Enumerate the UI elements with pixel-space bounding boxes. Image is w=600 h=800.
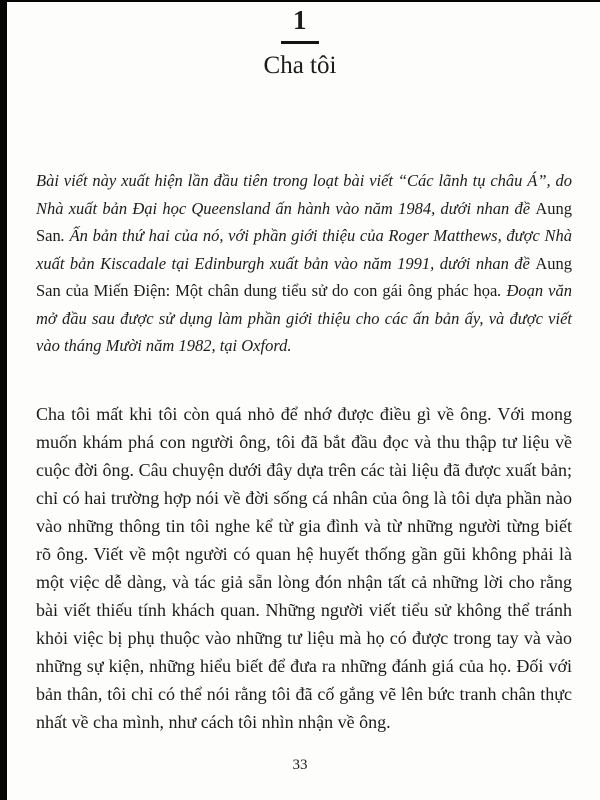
chapter-number: 1 — [293, 5, 307, 35]
intro-segment-roman: Aung San của Miến Điện: Một chân dung tiểu sử do con gái ông phác họa — [36, 253, 572, 300]
chapter-title: Cha tôi — [263, 52, 337, 79]
scan-edge-top — [0, 0, 600, 2]
chapter-number-underline — [281, 41, 319, 44]
intro-paragraph — [36, 167, 572, 360]
intro-segment-italic: . Ấn bản thứ hai của nó, với phần giới thiệu của Roger Matthews, được Nhà xuất bản Kiscadale tại Edinburgh xuất bản vào năm 1991, dưới nhan đề — [36, 226, 572, 273]
scan-edge-left — [0, 0, 7, 800]
intro-segment-roman: Aung San — [36, 198, 572, 245]
intro-segment-italic: Bài viết này xuất hiện lần đầu tiên trong loạt bài viết “Các lãnh tụ châu Á”, do Nhà xuất bản Đại học Queensland ấn hành vào năm 1984, dưới nhan đề — [36, 171, 572, 218]
intro-segment-italic: . Đoạn văn mở đầu sau được sử dụng làm phần giới thiệu cho các ấn bản ấy, và được viết vào tháng Mười năm 1982, tại Oxford. — [36, 281, 572, 355]
page-number: 33 — [292, 757, 308, 773]
body-paragraph: Cha tôi mất khi tôi còn quá nhỏ để nhớ được điều gì về ông. Với mong muốn khám phá con người ông, tôi đã bắt đầu đọc và thu thập tư liệu về cuộc đời ông. Câu chuyện dưới đây dựa trên các tài liệu đã được xuất bản; chỉ có hai trường hợp nói về đời sống cá nhân của ông là tôi dựa phần nào vào những thông tin tôi nghe kể từ gia đình và từ những người từng biết rõ ông. Viết về một người có quan hệ huyết thống gần gũi không phải là một việc dễ dàng, và tác giả sẵn lòng đón nhận tất cả những lời cho rằng bài viết thiếu tính khách quan. Những người viết tiểu sử không thể tránh khỏi việc bị phụ thuộc vào những tư liệu mà họ có được trong tay và vào những sự kiện, những hiểu biết để đưa ra những đánh giá của họ. Đối với bản thân, tôi chỉ có thể nói rằng tôi đã cố gắng vẽ lên bức tranh chân thực nhất về cha mình, như cách tôi nhìn nhận về ông. — [36, 404, 572, 732]
